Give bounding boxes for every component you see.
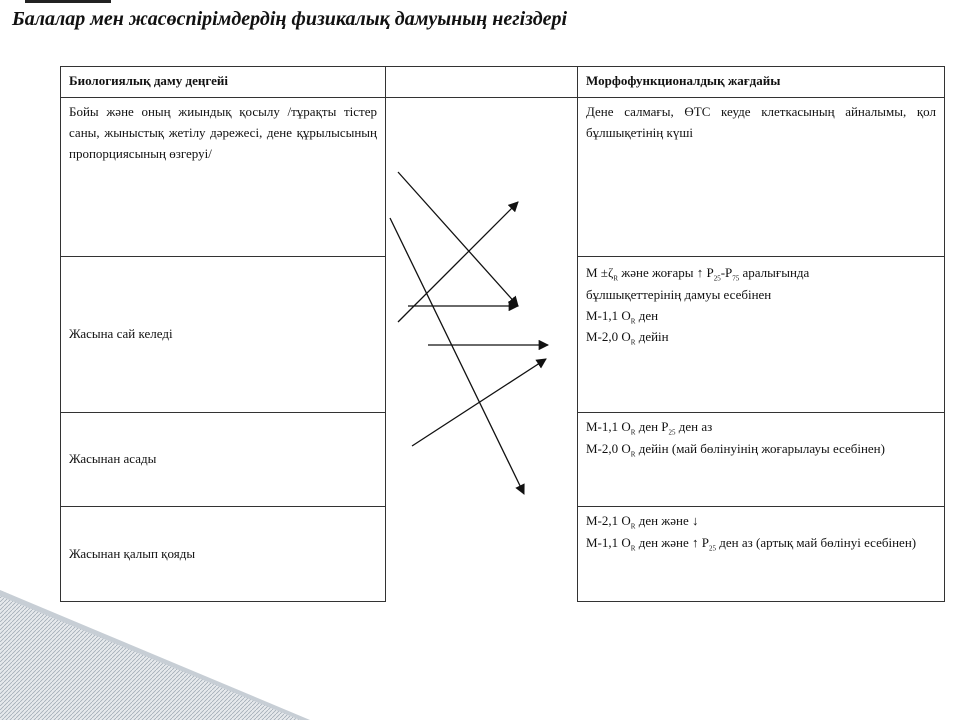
r2-l1-sub3: 75 bbox=[732, 274, 740, 283]
r3-l2-part-a: М-2,0 О bbox=[586, 440, 631, 456]
r2-l1-sub: R bbox=[613, 274, 618, 283]
r4-l1-sub: R bbox=[630, 522, 636, 531]
decor-stripes bbox=[0, 590, 960, 720]
r4-l2-sub2: 25 bbox=[709, 544, 717, 553]
header-right-label: Морфофункционалдық жағдайы bbox=[586, 73, 781, 88]
decor-stripe-band-upper bbox=[0, 590, 310, 720]
r3-l2-part-b: дейін (май бөлінуінің жоғарылауы есебінен) bbox=[635, 440, 885, 456]
r2-l1-sub2: 25 bbox=[713, 274, 721, 283]
header-middle bbox=[385, 66, 578, 98]
header-right bbox=[577, 66, 945, 98]
r4-l2-part-c: ден аз (артық май бөлінуі есебінен) bbox=[716, 534, 917, 550]
right-cell-1 bbox=[577, 97, 945, 257]
left-cell-4 bbox=[60, 506, 386, 602]
left-cell-1-text: Бойы және оның жиындық қосылу /тұрақты тістер саны, жыныстық жетілу дәрежесі, дене құрылысының пропорциясының өзгеруі/ bbox=[69, 104, 377, 161]
r3-l1-sub2: 25 bbox=[668, 428, 676, 437]
r2-l3-part-a: М-1,1 О bbox=[586, 307, 631, 323]
right-cell-4-line-1 bbox=[586, 511, 936, 533]
right-cell-2-line-4 bbox=[586, 327, 936, 349]
r4-l2-part-b: ден және ↑ Р bbox=[635, 534, 710, 550]
r4-l2-sub: R bbox=[630, 544, 636, 553]
r4-l1-part-b: ден және ↓ bbox=[635, 513, 699, 528]
r3-l2-sub: R bbox=[630, 450, 636, 459]
r2-l4-sub: R bbox=[630, 338, 636, 347]
left-cell-1 bbox=[60, 97, 386, 257]
page-title: Балалар мен жасөспірімдердің физикалық дамуының негіздері bbox=[12, 8, 568, 30]
r3-l1-part-c: ден аз bbox=[675, 419, 713, 434]
right-cell-1-text: Дене салмағы, ӨТС кеуде клеткасының айналымы, қол бұлшықетінің күші bbox=[586, 104, 936, 140]
decor-stripe-band bbox=[0, 590, 300, 720]
header-left-label: Биологиялық даму деңгейі bbox=[69, 73, 228, 88]
r2-l3-part-b: ден bbox=[635, 307, 659, 323]
left-cell-2-text: Жасына сай келеді bbox=[69, 326, 173, 342]
left-cell-3 bbox=[60, 412, 386, 507]
r2-l1-part-d: аралығында bbox=[739, 265, 810, 280]
top-decor-line bbox=[25, 0, 111, 3]
r4-l1-part-a: М-2,1 О bbox=[586, 513, 631, 528]
left-cell-2 bbox=[60, 256, 386, 413]
right-cell-3-line-2 bbox=[586, 439, 936, 461]
header-left bbox=[60, 66, 386, 98]
middle-column bbox=[385, 97, 578, 602]
r2-l1-part-b: және жоғары ↑ Р bbox=[618, 265, 714, 280]
right-cell-2-line-3 bbox=[586, 306, 936, 328]
left-cell-3-text: Жасынан асады bbox=[69, 451, 157, 467]
right-cell-4-line-2 bbox=[586, 533, 936, 555]
r3-l1-sub: R bbox=[630, 428, 636, 437]
r2-l3-sub: R bbox=[630, 317, 636, 326]
left-cell-4-text: Жасынан қалып қояды bbox=[69, 545, 196, 561]
right-cell-2-line-2: бұлшықеттерінің дамуы есебінен bbox=[586, 286, 772, 302]
r2-l1-part-a: М ±ζ bbox=[586, 265, 614, 280]
right-cell-3-line-1 bbox=[586, 417, 936, 439]
right-cell-2 bbox=[577, 256, 945, 413]
right-cell-4 bbox=[577, 506, 945, 602]
r3-l1-part-a: М-1,1 О bbox=[586, 419, 631, 434]
r2-l1-part-c: -Р bbox=[720, 265, 733, 280]
r2-l4-part-a: М-2,0 О bbox=[586, 329, 631, 345]
r4-l2-part-a: М-1,1 О bbox=[586, 534, 631, 550]
r3-l1-part-b: ден Р bbox=[635, 419, 669, 434]
right-cell-2-line-1 bbox=[586, 263, 936, 285]
r2-l4-part-b: дейін bbox=[635, 329, 669, 345]
right-cell-3 bbox=[577, 412, 945, 507]
